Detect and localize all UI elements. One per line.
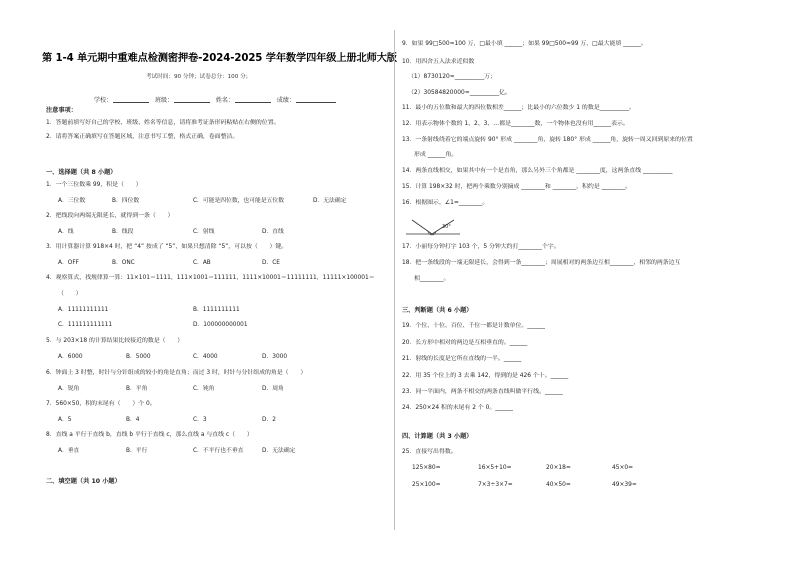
option[interactable]: C．3: [193, 417, 207, 423]
section-heading-fill: 二、填空题（共 10 小题）: [46, 478, 121, 485]
question-line: 24．250×24 积的末尾有 2 个 0。______: [402, 405, 513, 411]
option[interactable]: D．3000: [262, 354, 288, 360]
question-line: 18．把一条线段的一端无限延长，会得到一条________；周展相对的两条边互相________，相邻的两条边互: [402, 260, 681, 266]
section-heading-judge: 三、判断题（共 6 小题）: [402, 307, 473, 314]
name-field[interactable]: [235, 96, 271, 103]
calc-item[interactable]: 16×5+10=: [478, 465, 512, 471]
notes-heading: 注意事项：: [46, 107, 77, 114]
question-line: 形成 ______角。: [414, 152, 458, 158]
option[interactable]: C．AB: [193, 260, 211, 266]
option[interactable]: A．锐角: [58, 386, 80, 392]
question-stem-cont: （ ）: [58, 291, 82, 297]
option[interactable]: B．线段: [112, 229, 134, 235]
question-stem: 7．560×50，积的末尾有（ ）个 0。: [46, 401, 156, 407]
column-divider: [394, 30, 395, 530]
option[interactable]: C．不平行也不垂直: [193, 448, 244, 454]
page-title: 第 1-4 单元期中重难点检测密押卷-2024-2025 学年数学四年级上册北师大版: [42, 53, 397, 64]
section-heading-choice: 一、选择题（共 8 小题）: [46, 169, 117, 176]
option[interactable]: A．OFF: [58, 260, 79, 266]
calc-item[interactable]: 7×3÷3×7=: [478, 482, 513, 488]
question-line: 20．长方形中相对的两边是互相垂直的。______: [402, 340, 528, 346]
question-stem: 5．与 203×18 的计算结果比较接近的数是（ ）: [46, 338, 184, 344]
calc-item[interactable]: 125×80=: [412, 465, 441, 471]
question-stem: 1．一个三位数乘 99，积是（ ）: [46, 182, 142, 188]
option[interactable]: A．5: [58, 417, 72, 423]
figure-angle-label: 30°: [442, 224, 451, 230]
option[interactable]: B．平行: [126, 448, 148, 454]
question-line: 11．最小的五位数和最大的四位数相差______；比最小的六位数少 1 的数是__________。: [402, 105, 635, 111]
question-stem: 8．直线 a 平行于直线 b，直线 b 平行于直线 c，那么直线 a 与直线 c（ ）: [46, 432, 253, 438]
option[interactable]: B．四位数: [112, 198, 140, 204]
option[interactable]: A．线: [58, 229, 74, 235]
school-field[interactable]: [113, 96, 149, 103]
school-label: 学校：: [94, 97, 113, 104]
question-line: （1）8730120≈__________万；: [408, 74, 496, 80]
option[interactable]: A．三位数: [58, 198, 86, 204]
option[interactable]: A．6000: [58, 354, 83, 360]
question-line: 25．直接写出得数。: [402, 449, 457, 455]
question-line: 9．如果 99□500≈100 万，□最小填 ______；如果 99□500≈99 万，□最大能填 ______。: [402, 41, 647, 47]
option[interactable]: B．5000: [126, 354, 151, 360]
calc-item[interactable]: 40×50=: [546, 482, 571, 488]
question-line: 14．两条直线相交，如果其中有一个是直角，那么另外三个角都是 ________度，这两条直线 __________: [402, 168, 673, 174]
option[interactable]: D．100000000001: [193, 322, 248, 328]
option[interactable]: D．无法确定: [313, 198, 347, 204]
option[interactable]: D．周角: [262, 386, 284, 392]
question-line: 23．同一平面内，两条不相交的两条直线叫做平行线。______: [402, 389, 563, 395]
question-line: 22．用 35 个位上的 3 去乘 142，得到的是 426 个十。______: [402, 373, 569, 379]
name-label: 姓名：: [215, 97, 234, 104]
score-label: 成绩：: [276, 97, 295, 104]
option[interactable]: D．2: [262, 417, 276, 423]
question-line: 13．一条射线绕着它的端点旋转 90° 形成 ________角，旋转 180° 形成 ______角，旋转一周又回到原来的位置: [402, 137, 693, 143]
option[interactable]: D．无法确定: [262, 448, 296, 454]
question-line: 10．用四舍五入法求近似数: [402, 59, 475, 65]
calc-item[interactable]: 45×0=: [612, 465, 634, 471]
option[interactable]: D．直线: [262, 229, 284, 235]
question-stem: 2．把线段向两端无限延长，就得到一条（ ）: [46, 213, 174, 219]
question-stem: 6．钟面上 3 时整，时针与分针组成的较小的角是直角；而过 3 时，时针与分针组成的角是（ ）: [46, 370, 307, 376]
option[interactable]: A．11111111111: [58, 307, 109, 313]
note-item: 1．答题前填写好自己的学校、班级、姓名等信息，请将准考证条形码粘贴在右侧的位置。: [46, 120, 280, 126]
class-field[interactable]: [174, 96, 210, 103]
question-line: 15．计算 198×32 时，把两个乘数分别摘成 ________和 ________，积约是 ________。: [402, 184, 632, 190]
info-fields: [94, 96, 340, 104]
option[interactable]: C．111111111111: [58, 322, 113, 328]
option[interactable]: C．4000: [193, 354, 218, 360]
score-field[interactable]: [296, 96, 336, 103]
exam-meta: 考试时间：90 分钟；试卷总分：100 分；: [146, 74, 252, 80]
option[interactable]: B．4: [126, 417, 140, 423]
calc-item[interactable]: 25×100=: [412, 482, 441, 488]
calc-item[interactable]: 49×39≈: [612, 482, 637, 488]
option[interactable]: B．1111111111: [193, 307, 240, 313]
option[interactable]: A．垂直: [58, 448, 80, 454]
calc-item[interactable]: 20×18=: [546, 465, 571, 471]
section-heading-calc: 四、计算题（共 3 小题）: [402, 433, 473, 440]
question-line: 相________。: [414, 276, 450, 282]
question-line: 12．用表示物体个数的 1、2、3、…都是________数，一个物体也没有用______表示。: [402, 121, 629, 127]
option[interactable]: D．CE: [262, 260, 280, 266]
question-stem: 3．用计算器计算 918×4 时，把 “4” 按成了 “5”，如果只想清除 “5”，可以按（ ）键。: [46, 244, 288, 250]
option[interactable]: B．ONC: [112, 260, 135, 266]
class-label: 班级：: [154, 97, 173, 104]
question-line: 17．小丽每分钟打字 103 个，5 分钟大约打________个字。: [402, 244, 560, 250]
option[interactable]: C．可能是四位数，也可能是五位数: [193, 198, 285, 204]
note-item: 2．请将答案正确填写在答题区域，注意书写工整，格式正确，卷面整洁。: [46, 134, 239, 140]
option[interactable]: C．钝角: [193, 386, 215, 392]
angle-figure: [404, 214, 464, 238]
question-line: 16．根据图示，∠1=________。: [402, 200, 489, 206]
option[interactable]: C．射线: [193, 229, 215, 235]
question-line: 21．射线的长度是它所在直线的一半。______: [402, 356, 522, 362]
question-line: （2）30584820000≈__________亿。: [408, 90, 511, 96]
question-stem: 4．观察算式，找规律算一算：11×101＝1111，111×1001＝111111，1111×10001＝11111111，11111×100001＝: [46, 275, 375, 281]
question-line: 19．个位、十位、百位、千位一都是计数单位。______: [402, 323, 545, 329]
figure-ray-left: [412, 220, 432, 234]
option[interactable]: B．平角: [126, 386, 148, 392]
